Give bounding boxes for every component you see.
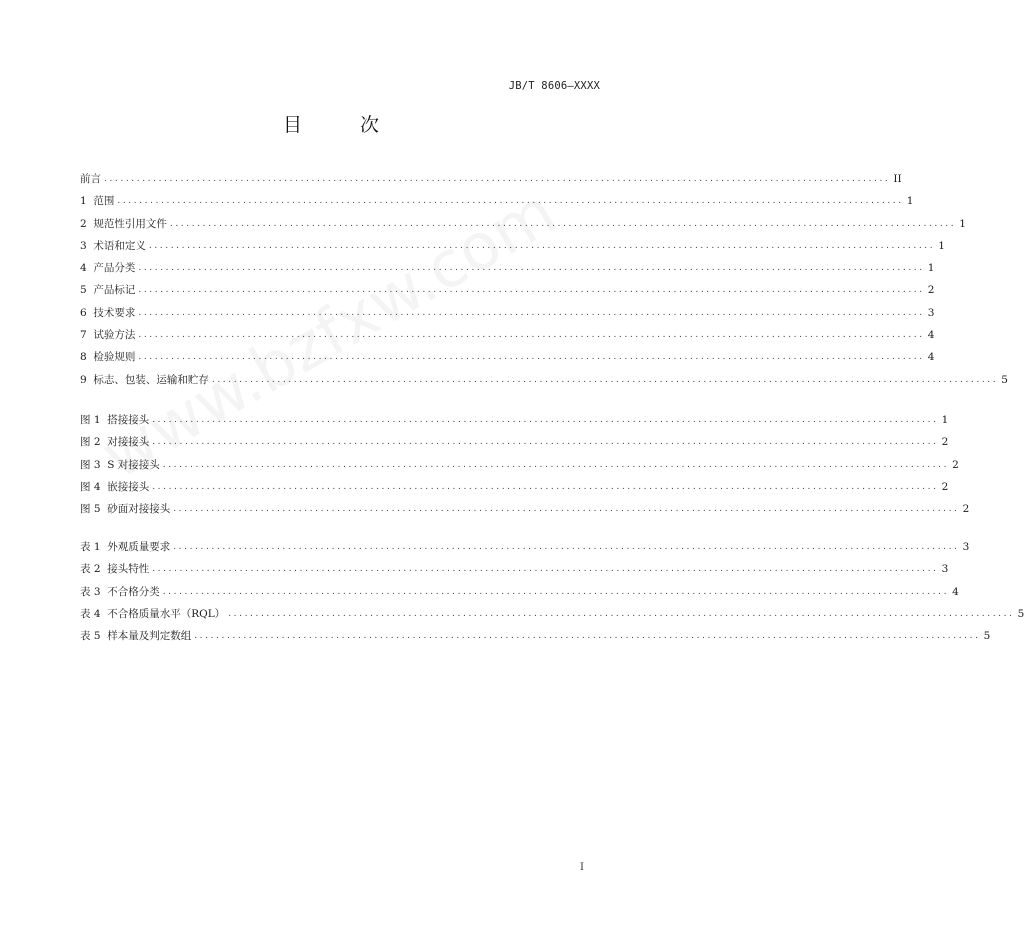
toc-dot-leader: ................................................................................................................................................	[152, 437, 939, 448]
toc-figure-entry[interactable]	[80, 476, 949, 498]
toc-entry-label: 2 规范性引用文件	[80, 217, 167, 230]
toc-section-entry[interactable]	[80, 235, 945, 257]
toc-entry-label: 表 1 外观质量要求	[80, 541, 171, 553]
toc-table-entry[interactable]	[80, 603, 1024, 625]
standard-code: JB/T 8606—XXXX	[508, 80, 600, 92]
toc-table-entry[interactable]	[80, 581, 959, 603]
toc-sections	[80, 168, 1008, 391]
toc-entry-page: 1	[959, 217, 966, 230]
toc-dot-leader: ................................................................................................................................................	[138, 330, 925, 341]
toc-entry-label: 1 范围	[80, 195, 115, 208]
toc-entry-label: 6 技术要求	[80, 306, 136, 319]
toc-section-entry[interactable]	[80, 213, 966, 235]
toc-entry-label: 图 4 嵌接接头	[80, 480, 150, 493]
toc-section-entry[interactable]	[80, 324, 935, 346]
toc-dot-leader: ................................................................................................................................................	[169, 218, 957, 229]
toc-section-entry[interactable]	[80, 346, 935, 368]
toc-section-entry[interactable]	[80, 190, 914, 212]
toc-entry-page: 4	[927, 329, 935, 342]
toc-dot-leader: ................................................................................................................................................	[152, 564, 939, 575]
toc-entry-label: 5 产品标记	[80, 284, 136, 297]
toc-entry-label: 表 3 不合格分类	[80, 585, 160, 598]
toc-dot-leader: ................................................................................................................................................	[138, 307, 925, 318]
toc-entry-label: 前言	[80, 173, 101, 185]
toc-entry-label: 图 5 砂面对接接头	[80, 503, 171, 516]
toc-entry-page: 2	[927, 284, 935, 297]
toc-entry-page: II	[893, 173, 902, 185]
toc-section-entry[interactable]	[80, 257, 935, 279]
toc-dot-leader: ................................................................................................................................................	[162, 459, 950, 470]
toc-dot-leader: ................................................................................................................................................	[194, 631, 981, 642]
toc-dot-leader: ................................................................................................................................................	[152, 481, 939, 492]
toc-entry-label: 表 2 接头特性	[80, 563, 150, 576]
page-number: I	[580, 862, 584, 873]
toc-entry-page: 5	[1001, 373, 1008, 386]
toc-dot-leader: ................................................................................................................................................	[117, 196, 904, 207]
toc-figure-entry[interactable]	[80, 431, 949, 453]
toc-entry-label: 表 4 不合格质量水平（RQL）	[80, 607, 226, 620]
toc-entry-label: 图 2 对接接头	[80, 436, 150, 449]
toc-entry-page: 5	[983, 630, 991, 643]
toc-entry-page: 2	[941, 436, 949, 449]
toc-entry-page: 3	[941, 563, 949, 576]
toc-figure-entry[interactable]	[80, 498, 970, 520]
toc-dot-leader: ................................................................................................................................................	[148, 240, 936, 251]
toc-dot-leader: ................................................................................................................................................	[138, 352, 925, 363]
toc-entry-page: 1	[941, 414, 949, 426]
toc-entry-page: 1	[927, 262, 935, 275]
toc-entry-page: 5	[1017, 607, 1024, 620]
toc-table-entry[interactable]	[80, 625, 991, 647]
toc-figures	[80, 409, 970, 520]
toc-entry-page: 3	[927, 306, 935, 319]
toc-dot-leader: ................................................................................................................................................	[228, 608, 1015, 619]
toc-figure-entry[interactable]	[80, 454, 959, 476]
toc-entry-label: 图 1 搭接接头	[80, 414, 150, 426]
toc-entry-page: 4	[927, 351, 935, 364]
toc-entry-label: 8 检验规则	[80, 351, 136, 364]
toc-entry-page: 2	[941, 480, 949, 493]
toc-entry-page: 2	[952, 458, 959, 471]
toc-dot-leader: ................................................................................................................................................	[138, 263, 925, 274]
toc-entry-label: 图 3 S 对接接头	[80, 458, 160, 471]
toc-section-entry[interactable]	[80, 369, 1008, 391]
toc-entry-page: 2	[962, 503, 970, 516]
toc-entry-label: 4 产品分类	[80, 262, 136, 275]
toc-section-entry[interactable]	[80, 168, 902, 190]
toc-dot-leader: ................................................................................................................................................	[173, 504, 960, 515]
toc-dot-leader: ................................................................................................................................................	[173, 542, 960, 552]
toc-dot-leader: ................................................................................................................................................	[152, 415, 939, 425]
toc-table-entry[interactable]	[80, 558, 949, 580]
toc-figure-entry[interactable]	[80, 409, 949, 431]
toc-dot-leader: ................................................................................................................................................	[162, 586, 950, 597]
toc-entry-page: 3	[962, 541, 970, 553]
toc-entry-label: 表 5 样本量及判定数组	[80, 630, 192, 643]
toc-entry-page: 1	[938, 239, 945, 252]
toc-section-entry[interactable]	[80, 302, 935, 324]
toc-tables	[80, 536, 1024, 647]
toc-entry-label: 7 试验方法	[80, 329, 136, 342]
toc-table-entry[interactable]	[80, 536, 970, 558]
toc-section-entry[interactable]	[80, 279, 935, 301]
toc-dot-leader: ................................................................................................................................................	[104, 174, 891, 184]
toc-dot-leader: ................................................................................................................................................	[211, 374, 999, 385]
toc-entry-label: 9 标志、包装、运输和贮存	[80, 373, 209, 386]
toc-entry-label: 3 术语和定义	[80, 239, 146, 252]
page-title: 目 次	[282, 114, 406, 136]
toc-dot-leader: ................................................................................................................................................	[138, 285, 925, 296]
toc-entry-page: 1	[906, 195, 914, 208]
toc-entry-page: 4	[952, 585, 959, 598]
